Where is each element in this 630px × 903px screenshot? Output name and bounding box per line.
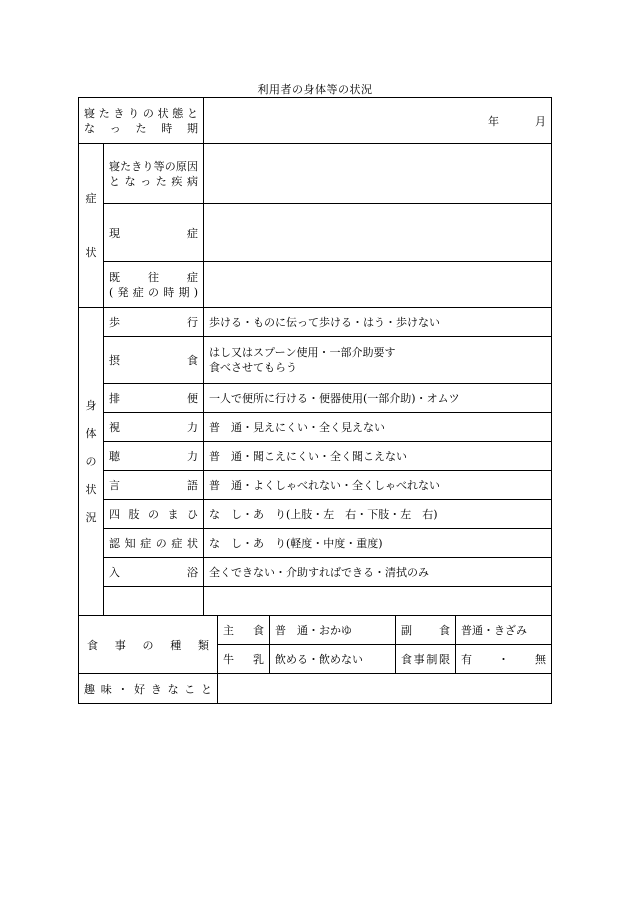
body-category-char: 状 [85,482,97,496]
symptom-value-cause[interactable] [204,144,552,204]
body-value-line: 食べさせてもらう [209,361,297,374]
milk-label: 牛乳 [218,645,270,674]
body-row [79,500,552,529]
bedridden-date-field[interactable] [204,98,552,144]
body-value[interactable] [204,587,552,616]
body-row [79,529,552,558]
symptom-label-cause [104,144,204,204]
restriction-value[interactable] [456,645,552,674]
body-label[interactable] [104,587,204,616]
body-label: 言語 [104,471,204,500]
body-value[interactable]: 普 通・聞こえにくい・全く聞こえない [204,442,552,471]
body-row [79,308,552,337]
symptom-value-current[interactable] [204,204,552,262]
symptoms-category-char: 症 [85,191,97,205]
body-label: 視力 [104,413,204,442]
body-label: 摂食 [104,337,204,384]
hobby-row [79,674,552,704]
hobby-label-text: 趣味・好きなこと [84,682,212,696]
symptom-label-line: 寝たきり等の原因 [109,159,198,173]
body-value[interactable] [204,337,552,384]
body-row [79,413,552,442]
side-dish-label: 副食 [396,616,456,645]
bedridden-row [79,98,552,144]
body-label: 歩行 [104,308,204,337]
bedridden-label-line2: なった時期 [84,121,198,135]
body-category-char: 況 [85,510,97,524]
body-label: 聴力 [104,442,204,471]
restriction-no: 無 [535,653,546,666]
symptom-label-history [104,262,204,308]
body-row-blank [79,587,552,616]
milk-value[interactable]: 飲める・飲めない [270,645,396,674]
symptom-label-current [104,204,204,262]
body-value[interactable]: 普 通・よくしゃべれない・全くしゃべれない [204,471,552,500]
restriction-label: 食事制限 [396,645,456,674]
symptom-label-line: 現症 [109,226,198,240]
body-category-char: 身 [85,398,97,412]
body-value[interactable]: 一人で便所に行ける・便器使用(一部介助)・オムツ [204,384,552,413]
restriction-separator: ・ [498,653,509,666]
body-category-char: 体 [85,426,97,440]
body-category [79,308,104,616]
month-label: 月 [535,114,547,128]
body-value-line: はし又はスプーン使用・一部介助要す [209,346,396,359]
body-value[interactable]: な し・あ り(軽度・中度・重度) [204,529,552,558]
meal-row-main [79,616,552,645]
body-row [79,442,552,471]
symptom-value-history[interactable] [204,262,552,308]
body-label: 入浴 [104,558,204,587]
body-value[interactable]: 普 通・見えにくい・全く見えない [204,413,552,442]
body-value[interactable]: な し・あ り(上肢・左 右・下肢・左 右) [204,500,552,529]
symptom-label-line: となった疾病 [109,174,198,188]
side-dish-value[interactable]: 普通・きざみ [456,616,552,645]
body-category-char: の [85,454,97,468]
symptom-label-line: (発症の時期) [109,285,198,299]
main-dish-label: 主食 [218,616,270,645]
meal-label-text: 食事の種類 [87,638,209,652]
symptom-row-history [79,262,552,308]
hobby-value[interactable] [218,674,552,704]
body-row [79,558,552,587]
symptom-row-cause [79,144,552,204]
hobby-label [79,674,218,704]
restriction-yes: 有 [461,653,472,666]
symptoms-category-char: 状 [85,245,97,259]
body-value[interactable]: 全くできない・介助すればできる・清拭のみ [204,558,552,587]
body-row [79,337,552,384]
body-label: 排便 [104,384,204,413]
condition-form-table [78,97,552,704]
main-dish-value[interactable]: 普 通・おかゆ [270,616,396,645]
symptom-label-line: 既往症 [109,270,198,284]
body-row [79,471,552,500]
body-label: 四肢のまひ [104,500,204,529]
symptoms-category [79,144,104,308]
year-label: 年 [488,114,500,128]
meal-label [79,616,218,674]
symptom-row-current [79,204,552,262]
body-label: 認知症の症状 [104,529,204,558]
page-title: 利用者の身体等の状況 [257,83,373,96]
bedridden-label [79,98,204,144]
body-value[interactable]: 歩ける・ものに伝って歩ける・はう・歩けない [204,308,552,337]
body-row [79,384,552,413]
bedridden-label-line1: 寝たきりの状態と [84,106,198,120]
